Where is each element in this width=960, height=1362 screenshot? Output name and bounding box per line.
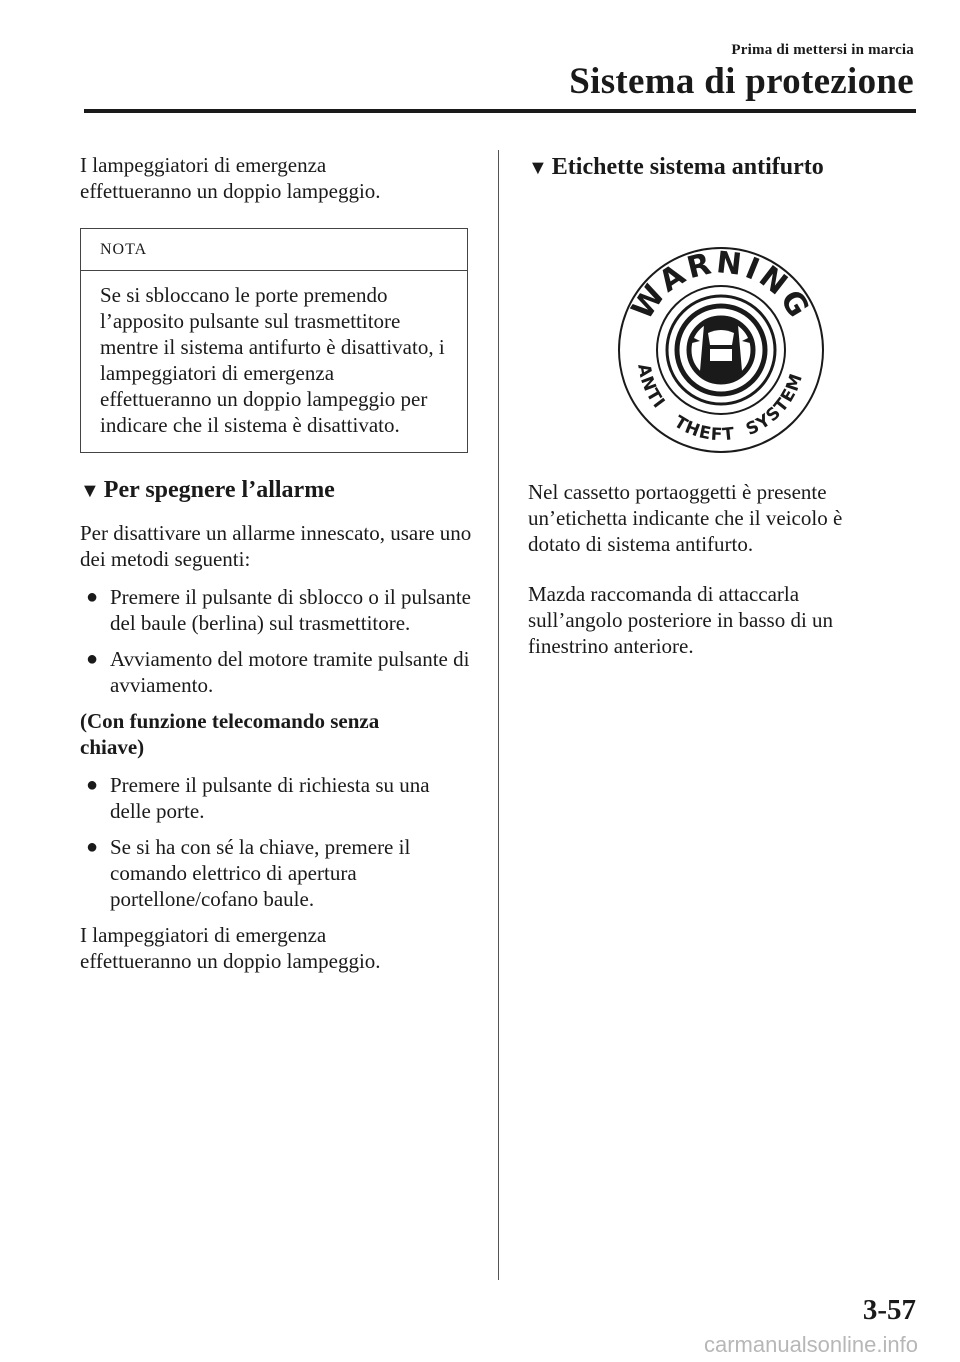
list-item: [80, 834, 472, 912]
list-item: [80, 584, 472, 636]
right-column: [528, 152, 888, 659]
intro-paragraph: I lampeggiatori di emergenza effettueranno un doppio lampeggio.: [80, 153, 381, 203]
list-item-text: Se si ha con sé la chiave, premere il comando elettrico di apertura portellone/cofano baule.: [110, 835, 411, 911]
labels-paragraph-2: Mazda raccomanda di attaccarla sull’angolo posteriore in basso di un finestrino anteriore.: [528, 582, 834, 658]
list-item-text: Avviamento del motore tramite pulsante di avviamento.: [110, 647, 470, 697]
alarm-intro: Per disattivare un allarme innescato, usare uno dei metodi seguenti:: [80, 521, 472, 571]
section-heading-alarm-off: [80, 475, 472, 506]
watermark-text: carmanualsonline.info: [703, 1332, 918, 1357]
list-item-text: Premere il pulsante di richiesta su una delle porte.: [110, 773, 430, 823]
bullet-icon: ●: [86, 648, 99, 670]
note-heading: NOTA: [81, 229, 467, 271]
section-label: Prima di mettersi in marcia: [731, 42, 914, 58]
bullet-icon: ●: [86, 836, 99, 858]
bullet-icon: ●: [86, 586, 99, 608]
badge-bottom-text: ANTITHEFT SYSTEM: [633, 362, 808, 446]
labels-paragraph-1: Nel cassetto portaoggetti è presente un’etichetta indicante che il veicolo è dotato di sistema antifurto.: [528, 480, 843, 556]
bullet-list-a: [80, 584, 472, 698]
badge-top-text: WARNING: [625, 245, 818, 326]
badge-area: [528, 183, 888, 473]
note-text: Se si sbloccano le porte premendo l’apposito pulsante sul trasmettitore mentre il sistema antifurto è disattivato, i lampeggiatori di emergenza effettueranno un doppio lampeggio per indicare che il sistema è disattivato.: [100, 283, 445, 437]
triangle-marker-icon: ▼: [528, 157, 548, 179]
header-rule: [84, 109, 916, 113]
anti-theft-warning-badge-icon: [616, 245, 826, 455]
page-number: 3-57: [862, 1294, 916, 1326]
left-column: [80, 152, 472, 974]
section-heading-labels: [528, 152, 888, 183]
bullet-list-b: [80, 772, 472, 912]
chapter-title: Sistema di protezione: [569, 61, 914, 102]
closing-paragraph: I lampeggiatori di emergenza effettueranno un doppio lampeggio.: [80, 923, 381, 973]
section-title: Etichette sistema antifurto: [551, 154, 824, 180]
list-item: [80, 772, 472, 824]
keyless-subheading: (Con funzione telecomando senza chiave): [80, 709, 380, 759]
list-item-text: Premere il pulsante di sblocco o il pulsante del baule (berlina) sul trasmettitore.: [110, 585, 471, 635]
triangle-marker-icon: ▼: [80, 480, 100, 502]
column-divider: [498, 150, 499, 1280]
list-item: [80, 646, 472, 698]
section-title: Per spegnere l’allarme: [103, 477, 335, 503]
note-box: [80, 228, 468, 453]
bullet-icon: ●: [86, 774, 99, 796]
